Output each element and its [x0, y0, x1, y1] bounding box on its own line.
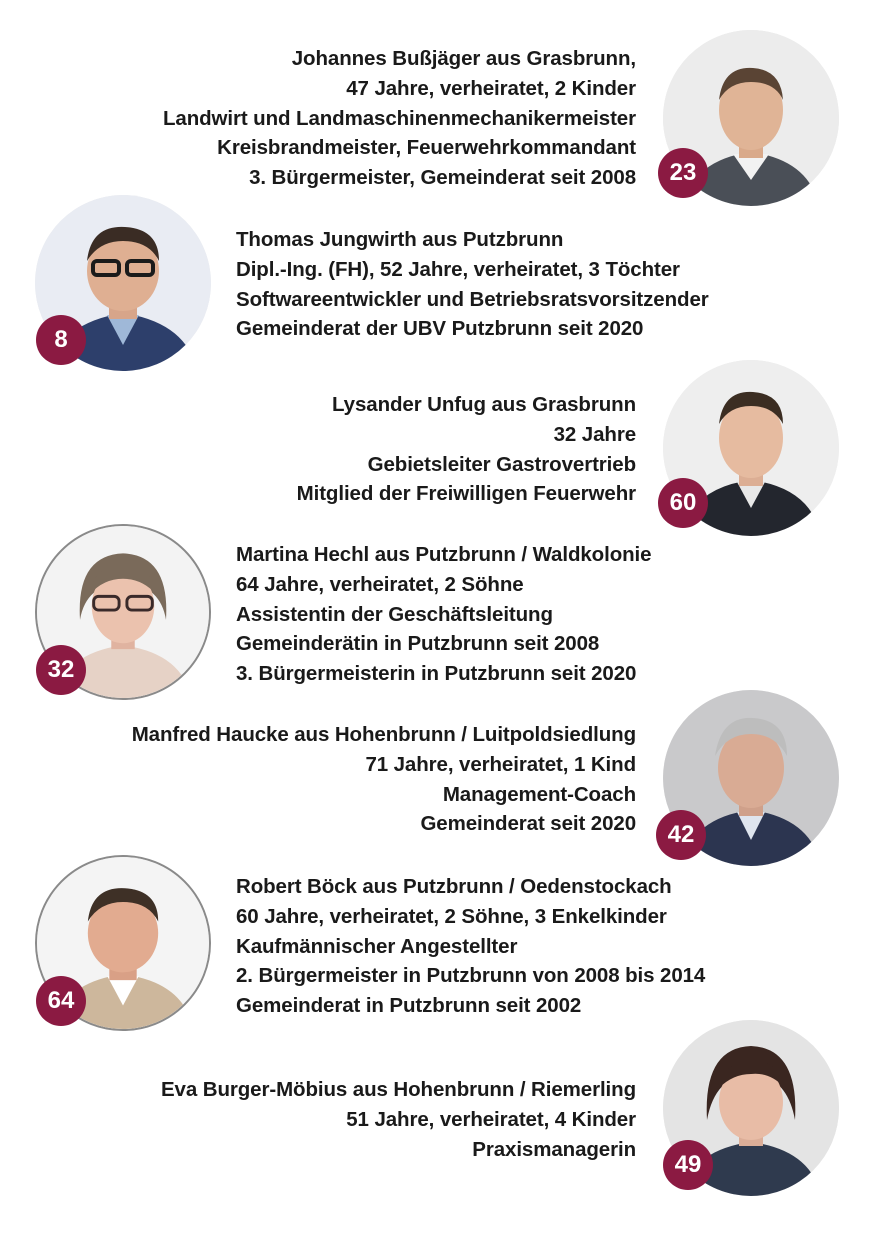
candidate-info-line: Gemeinderat der UBV Putzbrunn seit 2020	[236, 317, 644, 341]
candidate-info-line: Gebietsleiter Gastrovertrieb	[367, 452, 636, 476]
candidate-name-line: Manfred Haucke aus Hohenbrunn / Luitpoldsiedlung	[131, 723, 636, 746]
candidate-info-line: Softwareentwickler und Betriebsratsvorsitzender	[236, 287, 709, 311]
candidate-text	[236, 225, 709, 344]
candidate-text	[132, 720, 636, 839]
candidate-text	[236, 872, 705, 1021]
candidate-name-line: Thomas Jungwirth aus Putzbrunn	[236, 228, 564, 251]
candidate-info-line: 3. Bürgermeister, Gemeinderat seit 2008	[249, 166, 636, 190]
candidate-info-line: 60 Jahre, verheiratet, 2 Söhne, 3 Enkelkinder	[236, 904, 667, 928]
candidate-info-line: 71 Jahre, verheiratet, 1 Kind	[365, 752, 636, 776]
candidate-info-line: Gemeinderat in Putzbrunn seit 2002	[236, 994, 582, 1018]
candidate-info-line: 3. Bürgermeisterin in Putzbrunn seit 2020	[236, 662, 637, 686]
candidate-text	[161, 1075, 636, 1164]
list-number-badge: 60	[658, 478, 708, 528]
list-number-badge: 49	[663, 1140, 713, 1190]
candidate-info-line: Kaufmännischer Angestellter	[236, 934, 518, 958]
candidate-info-line: Landwirt und Landmaschinenmechanikermeister	[162, 106, 636, 130]
list-number-badge: 8	[36, 315, 86, 365]
candidate-name-line: Lysander Unfug aus Grasbrunn	[332, 393, 636, 416]
candidate-info-line: Kreisbrandmeister, Feuerwehrkommandant	[217, 136, 636, 160]
list-number-badge: 64	[36, 976, 86, 1026]
candidate-info-line: 2. Bürgermeister in Putzbrunn von 2008 bis 2014	[236, 964, 706, 988]
candidate-name-line: Robert Böck aus Putzbrunn / Oedenstockach	[236, 875, 672, 898]
candidate-text	[163, 44, 636, 193]
candidate-info-line: 32 Jahre	[553, 422, 636, 446]
candidate-info-line: Gemeinderat seit 2020	[420, 812, 636, 836]
candidate-info-line: 64 Jahre, verheiratet, 2 Söhne	[236, 572, 524, 596]
candidate-info-line: Management-Coach	[442, 782, 636, 806]
list-number-badge: 23	[658, 148, 708, 198]
candidate-text	[297, 390, 636, 509]
list-number-badge: 42	[656, 810, 706, 860]
candidate-name-line: Johannes Bußjäger aus Grasbrunn,	[291, 47, 636, 70]
list-number-badge: 32	[36, 645, 86, 695]
candidate-text	[236, 540, 651, 689]
candidate-info-line: 51 Jahre, verheiratet, 4 Kinder	[346, 1107, 636, 1131]
candidate-info-line: Dipl.-Ing. (FH), 52 Jahre, verheiratet, 3 Töchter	[236, 257, 680, 281]
candidate-info-line: 47 Jahre, verheiratet, 2 Kinder	[346, 76, 636, 100]
candidate-info-line: Assistentin der Geschäftsleitung	[236, 602, 553, 626]
candidate-info-line: Mitglied der Freiwilligen Feuerwehr	[296, 482, 636, 506]
candidate-name-line: Martina Hechl aus Putzbrunn / Waldkolonie	[236, 543, 652, 566]
candidate-info-line: Praxismanagerin	[472, 1137, 636, 1161]
candidate-name-line: Eva Burger-Möbius aus Hohenbrunn / Riemerling	[160, 1078, 636, 1101]
candidate-info-line: Gemeinderätin in Putzbrunn seit 2008	[236, 632, 600, 656]
